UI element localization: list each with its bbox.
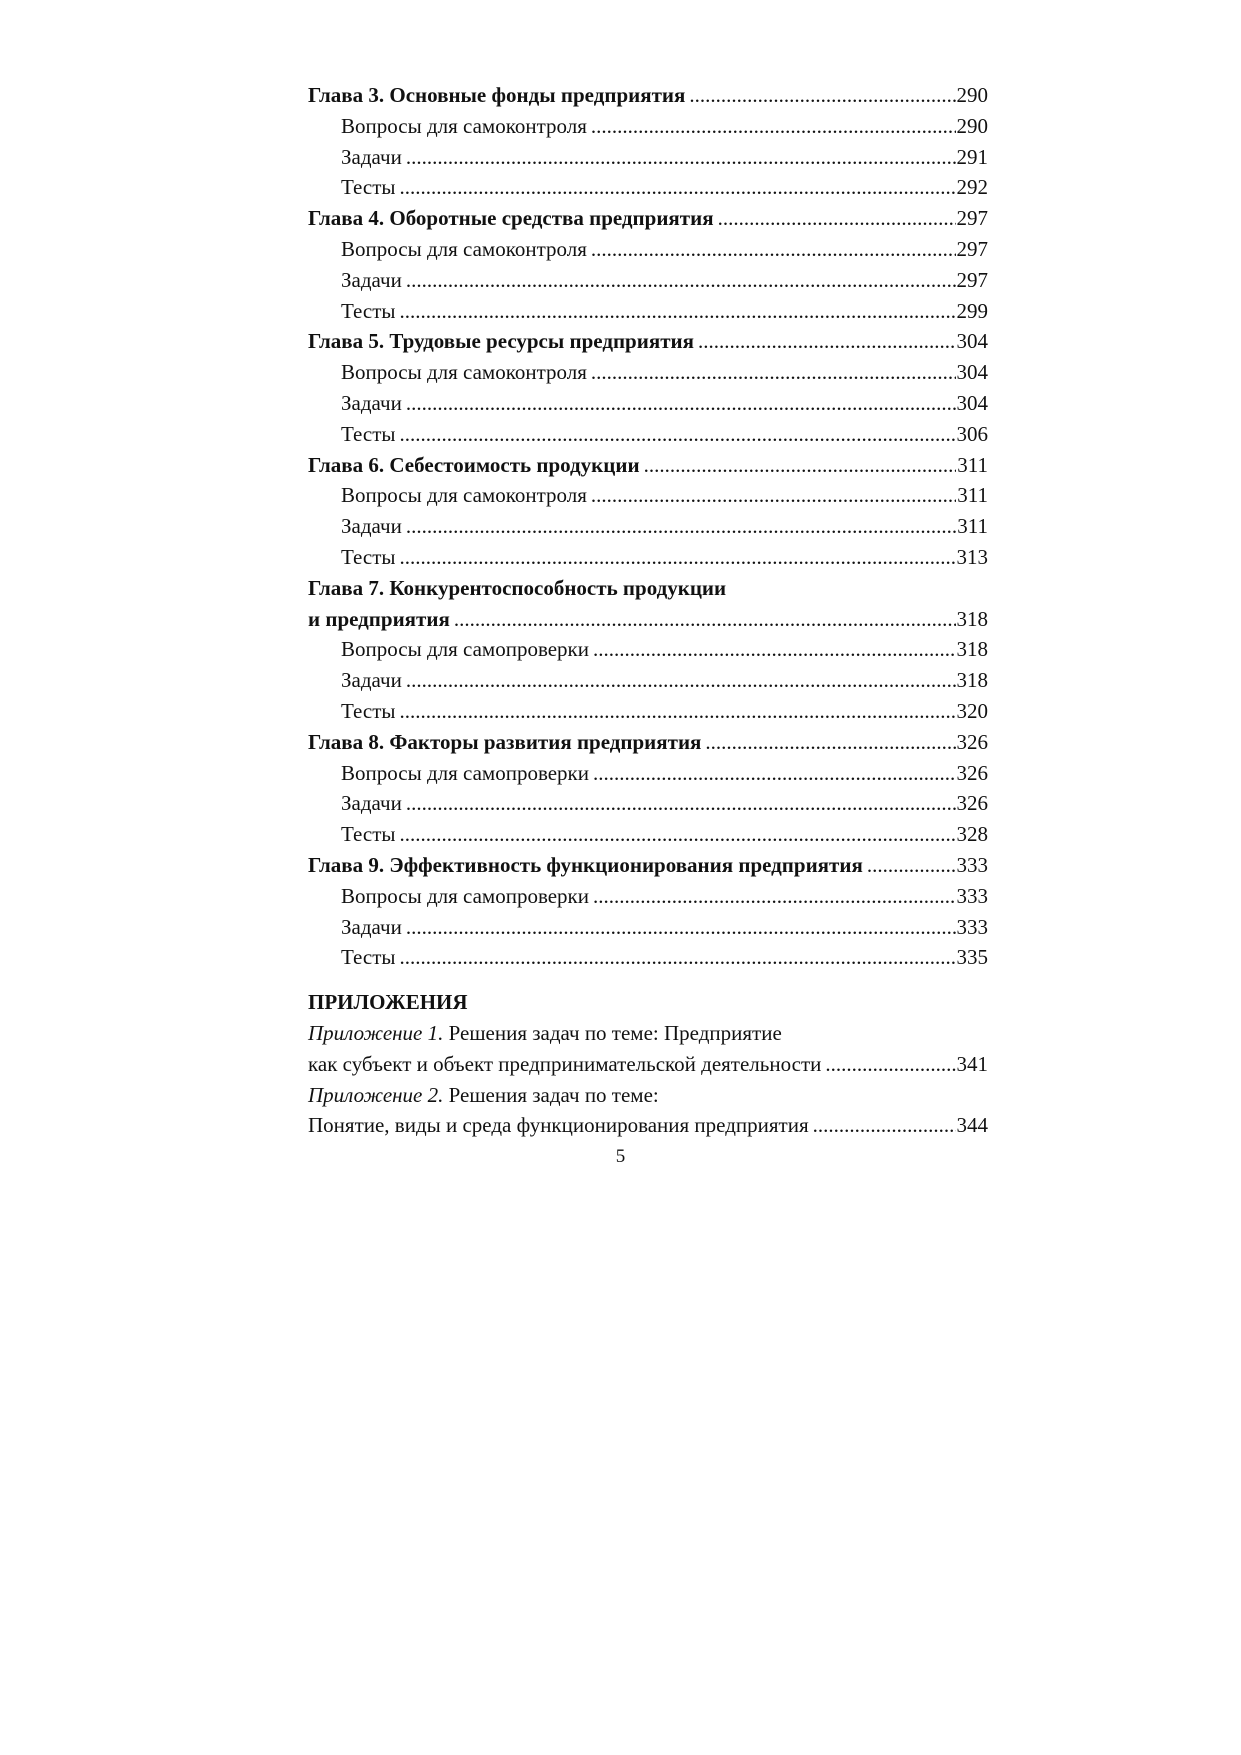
page-ref: 304 xyxy=(956,360,988,385)
toc-sub-entry[interactable] xyxy=(308,296,988,327)
toc-sub-entry[interactable] xyxy=(308,480,988,511)
page-ref: 333 xyxy=(956,914,988,939)
page-ref: 297 xyxy=(956,236,988,261)
table-of-contents xyxy=(308,80,988,1141)
toc-sub-entry[interactable] xyxy=(308,172,988,203)
toc-sub-entry[interactable] xyxy=(308,696,988,727)
entry-title: Задачи xyxy=(341,668,402,693)
toc-sub-entry[interactable] xyxy=(308,912,988,943)
page-ref: 297 xyxy=(956,206,988,231)
entry-title: Задачи xyxy=(341,914,402,939)
page-ref: 291 xyxy=(956,144,988,169)
entry-title: Задачи xyxy=(341,514,402,539)
page-ref: 290 xyxy=(956,83,988,107)
leader-dots xyxy=(825,1049,955,1080)
chapter-title: Глава 6. Себестоимость продукции xyxy=(308,452,640,477)
leader-dots xyxy=(591,234,956,265)
page-ref: 318 xyxy=(956,606,988,631)
toc-sub-entry[interactable] xyxy=(308,511,988,542)
appendix-description: Решения задач по теме: xyxy=(443,1082,659,1107)
leader-dots xyxy=(593,758,955,789)
entry-title: как субъект и объект предпринимательской деятельности xyxy=(308,1051,822,1076)
page-ref: 318 xyxy=(956,637,988,662)
entry-title: Тесты xyxy=(341,544,396,569)
leader-dots xyxy=(813,1110,956,1141)
page-ref: 333 xyxy=(956,852,988,877)
appendix-label: Приложение 1. xyxy=(308,1020,444,1045)
leader-dots xyxy=(593,634,955,665)
leader-dots xyxy=(454,604,956,635)
appendix-entry-line1[interactable] xyxy=(308,1018,988,1049)
toc-sub-entry[interactable] xyxy=(308,142,988,173)
page-number: 5 xyxy=(615,1146,626,1167)
entry-title: Тесты xyxy=(341,421,396,446)
toc-chapter-entry[interactable] xyxy=(308,203,988,234)
page-ref: 299 xyxy=(956,298,988,323)
entry-title: Вопросы для самоконтроля xyxy=(341,360,587,385)
entry-title: Тесты xyxy=(341,945,396,970)
toc-sub-entry[interactable] xyxy=(308,634,988,665)
toc-sub-entry[interactable] xyxy=(308,111,988,142)
page-ref: 304 xyxy=(956,329,988,354)
leader-dots xyxy=(399,172,955,203)
leader-dots xyxy=(406,788,956,819)
appendix-label: Приложение 2. xyxy=(308,1082,444,1107)
leader-dots xyxy=(399,542,955,573)
toc-sub-entry[interactable] xyxy=(308,942,988,973)
entry-title: Тесты xyxy=(341,822,396,847)
entry-title: Тесты xyxy=(341,698,396,723)
entry-title: Вопросы для самоконтроля xyxy=(341,236,587,261)
appendix-entry[interactable] xyxy=(308,1049,988,1080)
toc-sub-entry[interactable] xyxy=(308,419,988,450)
page-ref: 326 xyxy=(956,760,988,785)
toc-sub-entry[interactable] xyxy=(308,819,988,850)
leader-dots xyxy=(705,727,955,758)
leader-dots xyxy=(406,912,956,943)
leader-dots xyxy=(593,881,955,912)
page-ref: 326 xyxy=(956,791,988,816)
entry-title: Вопросы для самопроверки xyxy=(341,883,590,908)
entry-title: Вопросы для самоконтроля xyxy=(341,113,587,138)
toc-sub-entry[interactable] xyxy=(308,758,988,789)
leader-dots xyxy=(406,511,956,542)
entry-title: Вопросы для самоконтроля xyxy=(341,483,587,508)
leader-dots xyxy=(406,388,956,419)
entry-title: Задачи xyxy=(341,390,402,415)
leader-dots xyxy=(406,665,956,696)
page-ref: 311 xyxy=(957,452,988,477)
chapter-title: Глава 4. Оборотные средства предприятия xyxy=(308,206,714,231)
toc-chapter-entry[interactable] xyxy=(308,727,988,758)
page-ref: 290 xyxy=(956,113,988,138)
leader-dots xyxy=(698,326,956,357)
entry-title: Тесты xyxy=(341,298,396,323)
toc-sub-entry[interactable] xyxy=(308,542,988,573)
page-ref: 313 xyxy=(956,544,988,569)
toc-sub-entry[interactable] xyxy=(308,234,988,265)
toc-chapter-entry[interactable] xyxy=(308,80,988,111)
toc-sub-entry[interactable] xyxy=(308,788,988,819)
page-ref: 320 xyxy=(956,698,988,723)
leader-dots xyxy=(689,80,955,111)
page-ref: 297 xyxy=(956,267,988,292)
toc-sub-entry[interactable] xyxy=(308,265,988,296)
leader-dots xyxy=(591,111,956,142)
entry-title: Тесты xyxy=(341,175,396,200)
page-ref: 333 xyxy=(956,883,988,908)
leader-dots xyxy=(399,296,955,327)
leader-dots xyxy=(867,850,956,881)
entry-title: Вопросы для самопроверки xyxy=(341,760,590,785)
page-ref: 328 xyxy=(956,822,988,847)
leader-dots xyxy=(591,357,956,388)
toc-sub-entry[interactable] xyxy=(308,881,988,912)
leader-dots xyxy=(591,480,956,511)
toc-chapter-entry[interactable] xyxy=(308,850,988,881)
leader-dots xyxy=(399,819,955,850)
appendix-entry[interactable] xyxy=(308,1110,988,1141)
leader-dots xyxy=(399,942,955,973)
chapter-title: Глава 8. Факторы развития предприятия xyxy=(308,729,702,754)
toc-chapter-entry[interactable] xyxy=(308,604,988,635)
chapter-title: Глава 3. Основные фонды предприятия xyxy=(308,83,686,107)
chapter-title: Глава 9. Эффективность функционирования предприятия xyxy=(308,852,863,877)
page-ref: 344 xyxy=(956,1113,988,1138)
entry-title: Задачи xyxy=(341,144,402,169)
page-ref: 311 xyxy=(957,514,988,539)
entry-title: Вопросы для самопроверки xyxy=(341,637,590,662)
page-ref: 318 xyxy=(956,668,988,693)
chapter-title: и предприятия xyxy=(308,606,450,631)
leader-dots xyxy=(644,450,957,481)
page-ref: 311 xyxy=(957,483,988,508)
entry-title: Задачи xyxy=(341,267,402,292)
chapter-title: Глава 5. Трудовые ресурсы предприятия xyxy=(308,329,694,354)
appendices-heading: ПРИЛОЖЕНИЯ xyxy=(308,990,468,1015)
toc-sub-entry[interactable] xyxy=(308,388,988,419)
leader-dots xyxy=(406,142,956,173)
toc-chapter-entry[interactable] xyxy=(308,326,988,357)
leader-dots xyxy=(406,265,956,296)
appendix-entry-line1[interactable] xyxy=(308,1080,988,1111)
page-ref: 326 xyxy=(956,729,988,754)
page-ref: 335 xyxy=(956,945,988,970)
page-ref: 292 xyxy=(956,175,988,200)
leader-dots xyxy=(399,696,955,727)
toc-chapter-entry[interactable] xyxy=(308,450,988,481)
entry-title: Задачи xyxy=(341,791,402,816)
chapter-title-line1[interactable]: Глава 7. Конкурентоспособность продукции xyxy=(308,575,727,600)
page-ref: 306 xyxy=(956,421,988,446)
entry-title: Понятие, виды и среда функционирования предприятия xyxy=(308,1113,809,1138)
leader-dots xyxy=(718,203,956,234)
page-ref: 304 xyxy=(956,390,988,415)
toc-sub-entry[interactable] xyxy=(308,357,988,388)
leader-dots xyxy=(399,419,955,450)
appendix-description: Решения задач по теме: Предприятие xyxy=(443,1020,782,1045)
page-ref: 341 xyxy=(956,1051,988,1076)
toc-sub-entry[interactable] xyxy=(308,665,988,696)
